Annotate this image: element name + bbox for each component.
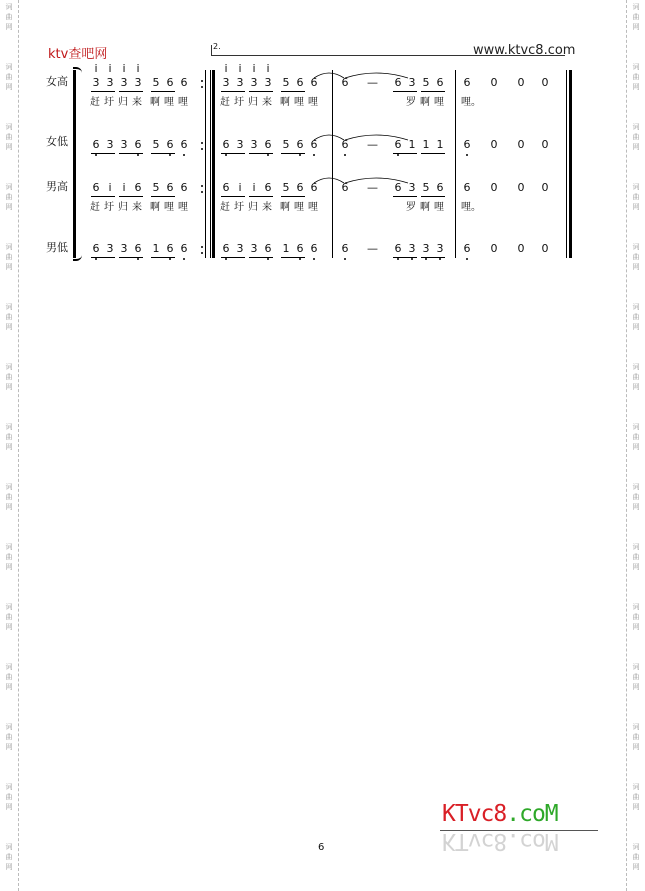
- lyric-syllable: 圩: [234, 97, 244, 108]
- soprano-note: 6: [463, 76, 471, 89]
- watermark-text: 词 曲 网: [5, 3, 13, 31]
- lyric-syllable: 赶: [90, 97, 100, 108]
- bass-note: 3: [250, 242, 258, 255]
- lyric-syllable: 哩: [308, 97, 318, 108]
- soprano-note: 5: [422, 76, 430, 89]
- beam-line: [393, 196, 417, 197]
- beam-line: [91, 196, 115, 197]
- soprano-note: 0: [541, 76, 549, 89]
- bass-note: 6: [341, 242, 349, 255]
- watermark-text: 词 曲 网: [5, 183, 13, 211]
- repeat-dot: [201, 80, 203, 82]
- alto-note: 6: [180, 138, 188, 151]
- lyric-syllable: 圩: [104, 202, 114, 213]
- bass-note: 1: [282, 242, 290, 255]
- alto-note: —: [367, 138, 378, 151]
- low-octave-dot: [137, 154, 139, 156]
- part-label-soprano: 女高: [46, 75, 68, 88]
- watermark-text: 词 曲 网: [632, 183, 640, 211]
- barline: [210, 70, 211, 258]
- soprano-note: 3: [134, 76, 142, 89]
- lyric-syllable: 来: [262, 97, 272, 108]
- bass-note: 3: [436, 242, 444, 255]
- lyric-syllable: 啊: [150, 97, 160, 108]
- beam-line: [249, 91, 273, 92]
- lyric-syllable: 哩: [178, 97, 188, 108]
- beam-line: [221, 257, 245, 258]
- lyric-syllable: 罗: [406, 202, 416, 213]
- tenor-note: 6: [166, 181, 174, 194]
- alto-note: 6: [166, 138, 174, 151]
- soprano-note: 6: [394, 76, 402, 89]
- lyric-syllable: 赶: [220, 97, 230, 108]
- lyric-syllable: 赶: [220, 202, 230, 213]
- tenor-note: 6: [436, 181, 444, 194]
- soprano-note: 0: [490, 76, 498, 89]
- lyric-syllable: 哩: [308, 202, 318, 213]
- tenor-note: 5: [282, 181, 290, 194]
- alto-note: 6: [222, 138, 230, 151]
- lyric-syllable: 来: [262, 202, 272, 213]
- alto-note: 6: [310, 138, 318, 151]
- low-octave-dot: [137, 258, 139, 260]
- repeat-dot: [201, 185, 203, 187]
- tenor-note: 5: [422, 181, 430, 194]
- lyric-syllable: 归: [118, 202, 128, 213]
- watermark-text: 词 曲 网: [632, 543, 640, 571]
- soprano-note: 5: [282, 76, 290, 89]
- beam-line: [91, 257, 115, 258]
- beam-line: [91, 91, 115, 92]
- logo-text-a: KTvc8: [442, 801, 507, 827]
- alto-note: 3: [106, 138, 114, 151]
- soprano-note: 3: [92, 76, 100, 89]
- alto-note: 0: [490, 138, 498, 151]
- beam-line: [393, 153, 417, 154]
- watermark-text: 词 曲 网: [5, 303, 13, 331]
- watermark-text: 词 曲 网: [5, 843, 13, 871]
- beam-line: [421, 196, 445, 197]
- system-bracket: [73, 70, 80, 258]
- alto-note: 3: [250, 138, 258, 151]
- alto-note: 3: [236, 138, 244, 151]
- watermark-text: 词 曲 网: [632, 363, 640, 391]
- watermark-text: 词 曲 网: [5, 603, 13, 631]
- alto-note: 1: [408, 138, 416, 151]
- alto-note: 6: [341, 138, 349, 151]
- final-barline: [566, 70, 567, 258]
- beam-line: [281, 153, 305, 154]
- watermark-text: 词 曲 网: [5, 243, 13, 271]
- brand-right[interactable]: www.ktvc8.com: [473, 43, 576, 58]
- low-octave-dot: [411, 258, 413, 260]
- low-octave-dot: [344, 154, 346, 156]
- bass-note: 0: [490, 242, 498, 255]
- repeat-barline: [212, 70, 215, 258]
- repeat-dot: [201, 246, 203, 248]
- watermark-text: 词 曲 网: [5, 123, 13, 151]
- soprano-note: 6: [166, 76, 174, 89]
- note: i: [252, 62, 256, 75]
- alto-note: 6: [264, 138, 272, 151]
- tie-slur: [312, 173, 442, 185]
- lyric-syllable: 归: [118, 97, 128, 108]
- low-octave-dot: [397, 258, 399, 260]
- lyric-syllable: 哩。: [461, 97, 481, 108]
- bass-note: 6: [296, 242, 304, 255]
- beam-line: [221, 153, 245, 154]
- bass-note: 3: [120, 242, 128, 255]
- watermark-text: 词 曲 网: [5, 483, 13, 511]
- note: i: [136, 62, 140, 75]
- lyric-syllable: 圩: [234, 202, 244, 213]
- alto-note: 6: [394, 138, 402, 151]
- low-octave-dot: [169, 258, 171, 260]
- watermark-text: 词 曲 网: [632, 663, 640, 691]
- low-octave-dot: [169, 154, 171, 156]
- tenor-note: 6: [92, 181, 100, 194]
- low-octave-dot: [313, 258, 315, 260]
- tenor-note: 0: [541, 181, 549, 194]
- beam-line: [281, 196, 305, 197]
- watermark-text: 词 曲 网: [632, 243, 640, 271]
- lyric-syllable: 哩: [434, 97, 444, 108]
- beam-line: [421, 91, 445, 92]
- tenor-note: 6: [341, 181, 349, 194]
- soprano-note: 3: [222, 76, 230, 89]
- low-octave-dot: [313, 154, 315, 156]
- alto-note: 0: [517, 138, 525, 151]
- lyric-syllable: 哩。: [461, 202, 481, 213]
- beam-line: [421, 257, 445, 258]
- watermark-text: 词 曲 网: [632, 303, 640, 331]
- lyric-syllable: 哩: [434, 202, 444, 213]
- beam-line: [91, 153, 115, 154]
- bass-note: 6: [134, 242, 142, 255]
- low-octave-dot: [183, 154, 185, 156]
- logo-reflection: KTvc8.coM: [442, 828, 558, 854]
- bass-note: 6: [394, 242, 402, 255]
- lyric-syllable: 哩: [164, 97, 174, 108]
- brand-left[interactable]: ktv查吧网: [48, 47, 108, 62]
- bass-note: 6: [92, 242, 100, 255]
- watermark-text: 词 曲 网: [5, 723, 13, 751]
- low-octave-dot: [183, 258, 185, 260]
- note: i: [224, 62, 228, 75]
- watermark-text: 词 曲 网: [632, 783, 640, 811]
- soprano-note: —: [367, 76, 378, 89]
- bass-note: 6: [310, 242, 318, 255]
- note: i: [122, 62, 126, 75]
- tenor-note: —: [367, 181, 378, 194]
- lyric-syllable: 啊: [280, 202, 290, 213]
- lyric-syllable: 哩: [164, 202, 174, 213]
- bass-note: 0: [517, 242, 525, 255]
- low-octave-dot: [95, 258, 97, 260]
- watermark-text: 词 曲 网: [632, 63, 640, 91]
- tie-slur: [312, 130, 442, 142]
- soprano-note: 6: [310, 76, 318, 89]
- lyric-syllable: 哩: [294, 202, 304, 213]
- tenor-note: 0: [517, 181, 525, 194]
- alto-note: 6: [296, 138, 304, 151]
- lyric-syllable: 来: [132, 97, 142, 108]
- lyric-syllable: 赶: [90, 202, 100, 213]
- alto-note: 3: [120, 138, 128, 151]
- soprano-note: 3: [236, 76, 244, 89]
- part-label-bass: 男低: [46, 241, 68, 254]
- watermark-text: 词 曲 网: [632, 483, 640, 511]
- lyric-syllable: 啊: [420, 97, 430, 108]
- bass-note: 6: [180, 242, 188, 255]
- tenor-note: 6: [264, 181, 272, 194]
- beam-line: [249, 257, 273, 258]
- score-system: [0, 62, 645, 261]
- watermark-text: 词 曲 网: [632, 3, 640, 31]
- bass-note: 6: [463, 242, 471, 255]
- beam-line: [151, 153, 175, 154]
- bass-note: —: [367, 242, 378, 255]
- lyric-syllable: 哩: [178, 202, 188, 213]
- barline: [205, 70, 206, 258]
- repeat-dot: [201, 148, 203, 150]
- low-octave-dot: [344, 258, 346, 260]
- watermark-text: 词 曲 网: [5, 63, 13, 91]
- note: i: [238, 62, 242, 75]
- tie-slur: [312, 68, 442, 80]
- watermark-text: 词 曲 网: [5, 783, 13, 811]
- soprano-note: 3: [264, 76, 272, 89]
- beam-line: [119, 196, 143, 197]
- tenor-note: i: [238, 181, 242, 194]
- tenor-note: 6: [296, 181, 304, 194]
- volta-number: 2.: [213, 42, 221, 51]
- tenor-note: i: [108, 181, 112, 194]
- bass-note: 6: [222, 242, 230, 255]
- bass-note: 3: [106, 242, 114, 255]
- tenor-note: 6: [463, 181, 471, 194]
- lyric-syllable: 啊: [280, 97, 290, 108]
- bass-note: 6: [264, 242, 272, 255]
- low-octave-dot: [95, 154, 97, 156]
- bass-note: 3: [408, 242, 416, 255]
- beam-line: [393, 91, 417, 92]
- beam-line: [151, 91, 175, 92]
- beam-line: [119, 91, 143, 92]
- beam-line: [249, 153, 273, 154]
- watermark-text: 词 曲 网: [632, 843, 640, 871]
- soprano-note: 6: [296, 76, 304, 89]
- logo-text-b: .coM: [506, 801, 558, 827]
- low-octave-dot: [466, 258, 468, 260]
- watermark-text: 词 曲 网: [632, 423, 640, 451]
- tenor-note: i: [122, 181, 126, 194]
- beam-line: [281, 91, 305, 92]
- note: i: [266, 62, 270, 75]
- repeat-dot: [201, 86, 203, 88]
- bass-note: 0: [541, 242, 549, 255]
- soprano-note: 6: [341, 76, 349, 89]
- beam-line: [421, 153, 445, 154]
- tenor-note: 3: [408, 181, 416, 194]
- tenor-note: 6: [222, 181, 230, 194]
- soprano-note: 0: [517, 76, 525, 89]
- low-octave-dot: [267, 154, 269, 156]
- site-logo[interactable]: [440, 801, 600, 856]
- alto-note: 1: [422, 138, 430, 151]
- final-barline-thick: [569, 70, 572, 258]
- watermark-text: 词 曲 网: [632, 123, 640, 151]
- barline: [455, 70, 456, 258]
- bass-note: 3: [236, 242, 244, 255]
- watermark-text: 词 曲 网: [5, 543, 13, 571]
- bass-note: 1: [152, 242, 160, 255]
- tenor-note: 6: [394, 181, 402, 194]
- lyric-syllable: 来: [132, 202, 142, 213]
- tenor-note: 5: [152, 181, 160, 194]
- bass-note: 3: [422, 242, 430, 255]
- tenor-note: i: [252, 181, 256, 194]
- part-label-tenor: 男高: [46, 180, 68, 193]
- beam-line: [221, 196, 245, 197]
- soprano-note: 5: [152, 76, 160, 89]
- lyric-syllable: 归: [248, 202, 258, 213]
- low-octave-dot: [299, 154, 301, 156]
- soprano-note: 3: [250, 76, 258, 89]
- alto-note: 6: [463, 138, 471, 151]
- lyric-syllable: 圩: [104, 97, 114, 108]
- beam-line: [119, 153, 143, 154]
- beam-line: [281, 257, 305, 258]
- watermark-text: 词 曲 网: [5, 663, 13, 691]
- low-octave-dot: [299, 258, 301, 260]
- tenor-note: 6: [310, 181, 318, 194]
- soprano-note: 3: [408, 76, 416, 89]
- tenor-note: 0: [490, 181, 498, 194]
- low-octave-dot: [225, 154, 227, 156]
- low-octave-dot: [397, 154, 399, 156]
- alto-note: 6: [134, 138, 142, 151]
- beam-line: [221, 91, 245, 92]
- soprano-note: 3: [106, 76, 114, 89]
- note: i: [108, 62, 112, 75]
- page-header: [0, 43, 645, 63]
- beam-line: [151, 196, 175, 197]
- soprano-note: 3: [120, 76, 128, 89]
- barline: [332, 70, 333, 258]
- beam-line: [119, 257, 143, 258]
- part-label-alto: 女低: [46, 135, 68, 148]
- alto-note: 1: [436, 138, 444, 151]
- soprano-note: 6: [436, 76, 444, 89]
- soprano-note: 6: [180, 76, 188, 89]
- repeat-dot: [201, 252, 203, 254]
- page-number: 6: [318, 842, 325, 853]
- low-octave-dot: [225, 258, 227, 260]
- watermark-text: 词 曲 网: [5, 363, 13, 391]
- lyric-syllable: 归: [248, 97, 258, 108]
- low-octave-dot: [439, 258, 441, 260]
- lyric-syllable: 哩: [294, 97, 304, 108]
- bass-note: 6: [166, 242, 174, 255]
- alto-note: 5: [282, 138, 290, 151]
- beam-line: [249, 196, 273, 197]
- watermark-text: 词 曲 网: [632, 603, 640, 631]
- repeat-dot: [201, 191, 203, 193]
- beam-line: [151, 257, 175, 258]
- tenor-note: 6: [134, 181, 142, 194]
- lyric-syllable: 啊: [420, 202, 430, 213]
- alto-note: 0: [541, 138, 549, 151]
- note: i: [94, 62, 98, 75]
- low-octave-dot: [267, 258, 269, 260]
- lyric-syllable: 罗: [406, 97, 416, 108]
- watermark-text: 词 曲 网: [632, 723, 640, 751]
- low-octave-dot: [466, 154, 468, 156]
- alto-note: 6: [92, 138, 100, 151]
- low-octave-dot: [425, 258, 427, 260]
- repeat-dot: [201, 142, 203, 144]
- alto-note: 5: [152, 138, 160, 151]
- lyric-syllable: 啊: [150, 202, 160, 213]
- watermark-text: 词 曲 网: [5, 423, 13, 451]
- beam-line: [393, 257, 417, 258]
- tenor-note: 6: [180, 181, 188, 194]
